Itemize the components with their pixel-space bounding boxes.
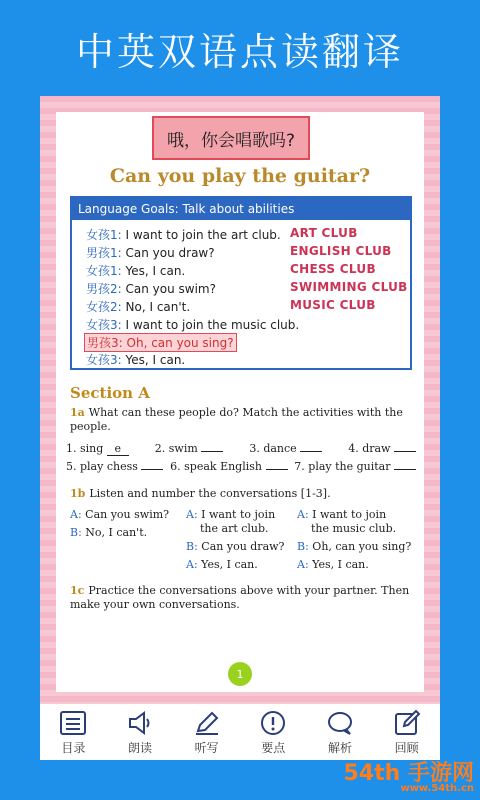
edit-icon: [392, 709, 422, 737]
tab-label: 解析: [327, 740, 352, 755]
club-english: ENGLISH CLUB: [290, 244, 392, 258]
tab-label: 听写: [194, 740, 219, 755]
exercise-1b[interactable]: 1b Listen and number the conversations [1-3].: [70, 487, 331, 500]
language-goals-box: [70, 196, 412, 370]
activity-5: 5. play chess: [66, 460, 163, 473]
activity-6: 6. speak English: [170, 460, 287, 473]
conversation-3[interactable]: A: I want to join the music club. B: Oh, can you sing? A: Yes, I can.: [297, 508, 412, 571]
bottom-tab-bar: [40, 704, 440, 760]
answer-blank-1[interactable]: e: [107, 442, 129, 456]
activity-1: 1. sing e: [66, 442, 129, 456]
tab-read-aloud[interactable]: [109, 709, 171, 756]
club-swimming: SWIMMING CLUB: [290, 280, 408, 294]
tab-dictation[interactable]: [176, 709, 238, 756]
chinese-title: 哦，你会唱歌吗?: [166, 130, 296, 151]
club-chess: CHESS CLUB: [290, 262, 376, 276]
activity-7: 7. play the guitar: [294, 460, 416, 473]
list-icon: [58, 709, 88, 737]
tab-analysis[interactable]: [309, 709, 371, 756]
activity-2: 2. swim: [155, 442, 224, 456]
unit-title[interactable]: Can you play the guitar?: [109, 165, 371, 187]
page-number-badge: 1: [228, 662, 252, 686]
activities-row-1: [66, 442, 416, 456]
dialogue-line-6[interactable]: 女孩3: I want to join the music club.: [86, 318, 300, 332]
dialogue-line-4[interactable]: 男孩2: Can you swim?: [86, 282, 216, 296]
chat-icon: [325, 709, 355, 737]
dialogue-line-2[interactable]: 男孩1: Can you draw?: [86, 246, 215, 260]
tab-review[interactable]: [376, 709, 438, 756]
speaker-icon: [125, 709, 155, 737]
activities-row-2: [66, 460, 416, 473]
exercise-1a[interactable]: 1a What can these people do? Match the activities with the people.: [70, 406, 403, 433]
dialogue-line-8[interactable]: 女孩3: Yes, I can.: [86, 353, 186, 367]
club-music: MUSIC CLUB: [290, 298, 376, 312]
chinese-title-box[interactable]: [152, 116, 310, 160]
club-art: ART CLUB: [290, 226, 358, 240]
dialogue-line-1[interactable]: 女孩1: I want to join the art club.: [86, 228, 281, 242]
exercise-1c[interactable]: 1c Practice the conversations above with your partner. Then make your own conversations.: [70, 584, 410, 611]
tab-label: 回顾: [394, 740, 419, 755]
app-banner: [0, 0, 480, 96]
banner-title: 中英双语点读翻译: [75, 29, 404, 74]
dialogue-line-7-highlighted[interactable]: 男孩3: Oh, can you sing?: [84, 333, 237, 352]
conversation-2[interactable]: A: I want to join the art club. B: Can you draw? A: Yes, I can.: [186, 508, 285, 571]
section-a-heading: Section A: [70, 384, 150, 402]
conversation-1[interactable]: A: Can you swim? B: No, I can't.: [70, 508, 170, 539]
tab-contents[interactable]: [42, 709, 104, 756]
watermark-logo: 54th 手游网 www.54th.cn: [343, 761, 474, 794]
tab-key-points[interactable]: [242, 709, 304, 756]
pencil-icon: [192, 709, 222, 737]
tab-label: 目录: [61, 740, 86, 755]
activity-4: 4. draw: [348, 442, 416, 456]
goals-header: Language Goals: Talk about abilities: [72, 198, 410, 220]
dialogue-line-5[interactable]: 女孩2: No, I can't.: [86, 300, 191, 314]
dialogue-line-3[interactable]: 女孩1: Yes, I can.: [86, 264, 186, 278]
activity-3: 3. dance: [249, 442, 322, 456]
tab-label: 要点: [261, 740, 286, 755]
tab-label: 朗读: [127, 740, 152, 755]
exclamation-icon: [258, 709, 288, 737]
